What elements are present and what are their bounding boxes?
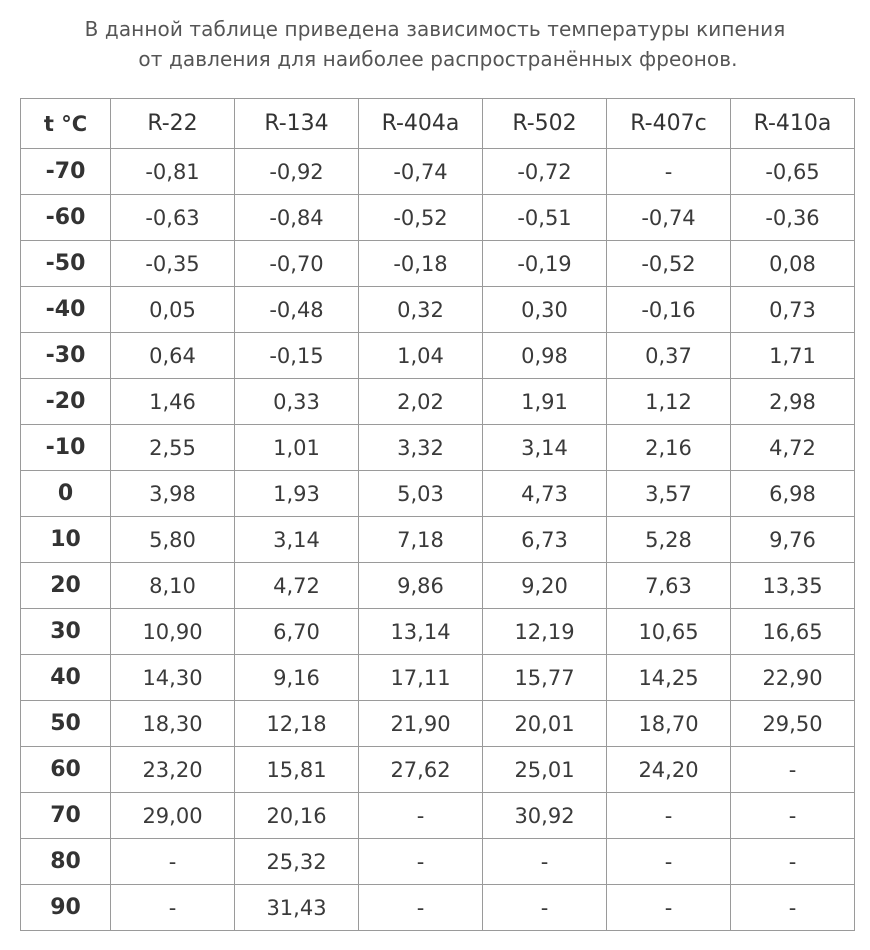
pressure-cell: -0,18 bbox=[359, 241, 483, 287]
pressure-cell: - bbox=[111, 885, 235, 931]
pressure-cell: -0,51 bbox=[483, 195, 607, 241]
pressure-cell: 10,90 bbox=[111, 609, 235, 655]
pressure-cell: 31,43 bbox=[235, 885, 359, 931]
pressure-cell: 0,73 bbox=[731, 287, 855, 333]
pressure-cell: 20,16 bbox=[235, 793, 359, 839]
pressure-cell: 27,62 bbox=[359, 747, 483, 793]
pressure-cell: 7,18 bbox=[359, 517, 483, 563]
pressure-cell: 0,33 bbox=[235, 379, 359, 425]
pressure-cell: 9,20 bbox=[483, 563, 607, 609]
pressure-cell: 0,98 bbox=[483, 333, 607, 379]
pressure-cell: - bbox=[731, 793, 855, 839]
pressure-cell: 0,30 bbox=[483, 287, 607, 333]
pressure-cell: 2,16 bbox=[607, 425, 731, 471]
pressure-cell: -0,84 bbox=[235, 195, 359, 241]
pressure-cell: 1,93 bbox=[235, 471, 359, 517]
pressure-cell: 4,72 bbox=[235, 563, 359, 609]
pressure-cell: 12,19 bbox=[483, 609, 607, 655]
pressure-cell: - bbox=[607, 793, 731, 839]
column-header-refrigerant: R-134 bbox=[235, 99, 359, 149]
pressure-cell: 1,71 bbox=[731, 333, 855, 379]
pressure-cell: -0,81 bbox=[111, 149, 235, 195]
pressure-cell: -0,72 bbox=[483, 149, 607, 195]
pressure-cell: - bbox=[731, 839, 855, 885]
pressure-cell: -0,35 bbox=[111, 241, 235, 287]
pressure-cell: 17,11 bbox=[359, 655, 483, 701]
pressure-cell: 2,55 bbox=[111, 425, 235, 471]
pressure-cell: -0,16 bbox=[607, 287, 731, 333]
temperature-cell: 30 bbox=[21, 609, 111, 655]
pressure-cell: 14,30 bbox=[111, 655, 235, 701]
pressure-cell: 20,01 bbox=[483, 701, 607, 747]
table-row bbox=[21, 793, 855, 839]
temperature-cell: -20 bbox=[21, 379, 111, 425]
pressure-cell: 29,00 bbox=[111, 793, 235, 839]
pressure-cell: 4,73 bbox=[483, 471, 607, 517]
pressure-cell: 0,08 bbox=[731, 241, 855, 287]
table-row bbox=[21, 287, 855, 333]
table-row bbox=[21, 747, 855, 793]
pressure-cell: - bbox=[359, 839, 483, 885]
pressure-cell: 6,73 bbox=[483, 517, 607, 563]
pressure-cell: 3,14 bbox=[235, 517, 359, 563]
pressure-cell: 1,12 bbox=[607, 379, 731, 425]
temperature-cell: -10 bbox=[21, 425, 111, 471]
pressure-cell: 23,20 bbox=[111, 747, 235, 793]
temperature-cell: -40 bbox=[21, 287, 111, 333]
pressure-cell: -0,52 bbox=[359, 195, 483, 241]
pressure-cell: 1,01 bbox=[235, 425, 359, 471]
temperature-cell: -70 bbox=[21, 149, 111, 195]
column-header-refrigerant: R-410a bbox=[731, 99, 855, 149]
pressure-cell: 1,04 bbox=[359, 333, 483, 379]
temperature-cell: 10 bbox=[21, 517, 111, 563]
pressure-cell: -0,48 bbox=[235, 287, 359, 333]
table-body bbox=[21, 149, 855, 931]
pressure-cell: 12,18 bbox=[235, 701, 359, 747]
pressure-cell: 14,25 bbox=[607, 655, 731, 701]
pressure-cell: 16,65 bbox=[731, 609, 855, 655]
pressure-cell: 9,76 bbox=[731, 517, 855, 563]
pressure-cell: 10,65 bbox=[607, 609, 731, 655]
temperature-cell: 80 bbox=[21, 839, 111, 885]
pressure-cell: 25,32 bbox=[235, 839, 359, 885]
pressure-cell: -0,19 bbox=[483, 241, 607, 287]
pressure-cell: 30,92 bbox=[483, 793, 607, 839]
table-row bbox=[21, 471, 855, 517]
pressure-cell: - bbox=[607, 839, 731, 885]
table-header-row bbox=[21, 99, 855, 149]
temperature-cell: 50 bbox=[21, 701, 111, 747]
pressure-cell: 0,05 bbox=[111, 287, 235, 333]
pressure-cell: 5,28 bbox=[607, 517, 731, 563]
pressure-cell: 9,86 bbox=[359, 563, 483, 609]
pressure-cell: - bbox=[607, 885, 731, 931]
table-row bbox=[21, 701, 855, 747]
pressure-cell: - bbox=[359, 885, 483, 931]
pressure-cell: 2,98 bbox=[731, 379, 855, 425]
pressure-cell: 15,77 bbox=[483, 655, 607, 701]
caption-line-2: от давления для наиболее распространённых фреонов. bbox=[138, 47, 738, 71]
pressure-cell: 9,16 bbox=[235, 655, 359, 701]
pressure-cell: 29,50 bbox=[731, 701, 855, 747]
pressure-cell: -0,70 bbox=[235, 241, 359, 287]
pressure-cell: 0,32 bbox=[359, 287, 483, 333]
pressure-cell: 15,81 bbox=[235, 747, 359, 793]
table-row bbox=[21, 655, 855, 701]
pressure-cell: -0,63 bbox=[111, 195, 235, 241]
pressure-cell: -0,74 bbox=[359, 149, 483, 195]
pressure-cell: 3,14 bbox=[483, 425, 607, 471]
pressure-cell: -0,92 bbox=[235, 149, 359, 195]
table-row bbox=[21, 885, 855, 931]
pressure-cell: 1,91 bbox=[483, 379, 607, 425]
pressure-cell: 18,30 bbox=[111, 701, 235, 747]
pressure-cell: 1,46 bbox=[111, 379, 235, 425]
table-row bbox=[21, 425, 855, 471]
temperature-cell: 60 bbox=[21, 747, 111, 793]
pressure-cell: - bbox=[731, 747, 855, 793]
column-header-refrigerant: R-404a bbox=[359, 99, 483, 149]
table-caption bbox=[0, 14, 870, 74]
temperature-cell: -60 bbox=[21, 195, 111, 241]
pressure-cell: 13,35 bbox=[731, 563, 855, 609]
pressure-cell: 24,20 bbox=[607, 747, 731, 793]
pressure-cell: 6,70 bbox=[235, 609, 359, 655]
pressure-cell: - bbox=[483, 839, 607, 885]
pressure-cell: 3,57 bbox=[607, 471, 731, 517]
column-header-refrigerant: R-22 bbox=[111, 99, 235, 149]
temperature-cell: -30 bbox=[21, 333, 111, 379]
table-row bbox=[21, 563, 855, 609]
pressure-cell: -0,52 bbox=[607, 241, 731, 287]
temperature-cell: 70 bbox=[21, 793, 111, 839]
temperature-cell: 40 bbox=[21, 655, 111, 701]
pressure-cell: 8,10 bbox=[111, 563, 235, 609]
pressure-cell: 3,32 bbox=[359, 425, 483, 471]
pressure-cell: -0,74 bbox=[607, 195, 731, 241]
pressure-cell: 5,03 bbox=[359, 471, 483, 517]
pressure-cell: - bbox=[607, 149, 731, 195]
caption-line-1: В данной таблице приведена зависимость температуры кипения bbox=[84, 17, 786, 41]
temperature-cell: 0 bbox=[21, 471, 111, 517]
temperature-cell: 20 bbox=[21, 563, 111, 609]
pressure-cell: 5,80 bbox=[111, 517, 235, 563]
pressure-cell: 0,64 bbox=[111, 333, 235, 379]
table-row bbox=[21, 241, 855, 287]
table-row bbox=[21, 195, 855, 241]
table-row bbox=[21, 149, 855, 195]
pressure-cell: 13,14 bbox=[359, 609, 483, 655]
column-header-temperature: t °C bbox=[21, 99, 111, 149]
pressure-cell: 25,01 bbox=[483, 747, 607, 793]
temperature-cell: 90 bbox=[21, 885, 111, 931]
pressure-cell: 3,98 bbox=[111, 471, 235, 517]
boiling-point-pressure-table bbox=[20, 98, 855, 931]
pressure-cell: -0,15 bbox=[235, 333, 359, 379]
table-row bbox=[21, 517, 855, 563]
pressure-cell: -0,65 bbox=[731, 149, 855, 195]
pressure-cell: - bbox=[731, 885, 855, 931]
temperature-cell: -50 bbox=[21, 241, 111, 287]
column-header-refrigerant: R-502 bbox=[483, 99, 607, 149]
pressure-cell: 7,63 bbox=[607, 563, 731, 609]
pressure-cell: 4,72 bbox=[731, 425, 855, 471]
pressure-cell: 6,98 bbox=[731, 471, 855, 517]
pressure-cell: 18,70 bbox=[607, 701, 731, 747]
table-row bbox=[21, 379, 855, 425]
pressure-cell: 0,37 bbox=[607, 333, 731, 379]
pressure-cell: - bbox=[111, 839, 235, 885]
table-row bbox=[21, 609, 855, 655]
column-header-refrigerant: R-407c bbox=[607, 99, 731, 149]
pressure-cell: - bbox=[483, 885, 607, 931]
table-row bbox=[21, 333, 855, 379]
pressure-cell: 21,90 bbox=[359, 701, 483, 747]
pressure-cell: 22,90 bbox=[731, 655, 855, 701]
table-row bbox=[21, 839, 855, 885]
pressure-cell: -0,36 bbox=[731, 195, 855, 241]
pressure-cell: 2,02 bbox=[359, 379, 483, 425]
pressure-cell: - bbox=[359, 793, 483, 839]
